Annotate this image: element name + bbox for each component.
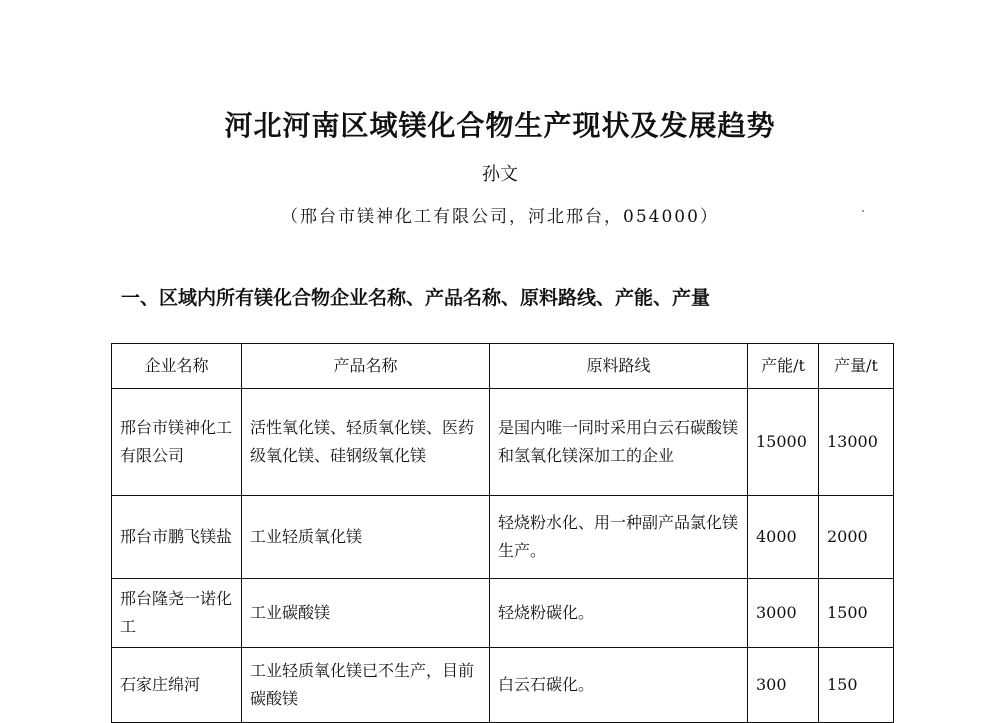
product-name-cell: 工业轻质氧化镁已不生产，目前碳酸镁 <box>242 648 490 723</box>
product-name-cell: 工业碳酸镁 <box>242 579 490 648</box>
raw-material-route-cell: 白云石碳化。 <box>490 648 748 723</box>
author-name: 孙文 <box>482 164 518 185</box>
output-cell: 1500 <box>819 579 894 648</box>
output-cell: 150 <box>819 648 894 723</box>
author-affiliation: （邢台市镁神化工有限公司，河北邢台，054000） <box>281 207 719 227</box>
table-row <box>112 648 894 723</box>
company-table <box>111 343 894 723</box>
table-row <box>112 389 894 496</box>
capacity-cell: 300 <box>748 648 819 723</box>
company-name-cell: 石家庄绵河 <box>112 648 242 723</box>
table-row <box>112 496 894 579</box>
product-name-cell: 活性氧化镁、轻质氧化镁、医药级氧化镁、硅钢级氧化镁 <box>242 389 490 496</box>
company-name-cell: 邢台市鹏飞镁盐 <box>112 496 242 579</box>
header-product-name: 产品名称 <box>242 344 490 389</box>
company-name-cell: 邢台市镁神化工有限公司 <box>112 389 242 496</box>
capacity-cell: 4000 <box>748 496 819 579</box>
document-title: 河北河南区域镁化合物生产现状及发展趋势 <box>224 109 776 142</box>
raw-material-route-cell: 是国内唯一同时采用白云石碳酸镁和氢氧化镁深加工的企业 <box>490 389 748 496</box>
header-company-name: 企业名称 <box>112 344 242 389</box>
raw-material-route-cell: 轻烧粉碳化。 <box>490 579 748 648</box>
header-capacity: 产能/t <box>748 344 819 389</box>
header-output: 产量/t <box>819 344 894 389</box>
product-name-cell: 工业轻质氧化镁 <box>242 496 490 579</box>
output-cell: 13000 <box>819 389 894 496</box>
output-cell: 2000 <box>819 496 894 579</box>
capacity-cell: 15000 <box>748 389 819 496</box>
capacity-cell: 3000 <box>748 579 819 648</box>
scan-speck <box>862 210 864 212</box>
company-name-cell: 邢台隆尧一诺化工 <box>112 579 242 648</box>
header-raw-material-route: 原料路线 <box>490 344 748 389</box>
section-heading: 一、区域内所有镁化合物企业名称、产品名称、原料路线、产能、产量 <box>121 287 711 309</box>
raw-material-route-cell: 轻烧粉水化、用一种副产品氯化镁生产。 <box>490 496 748 579</box>
table-row <box>112 579 894 648</box>
table-header-row <box>112 344 894 389</box>
